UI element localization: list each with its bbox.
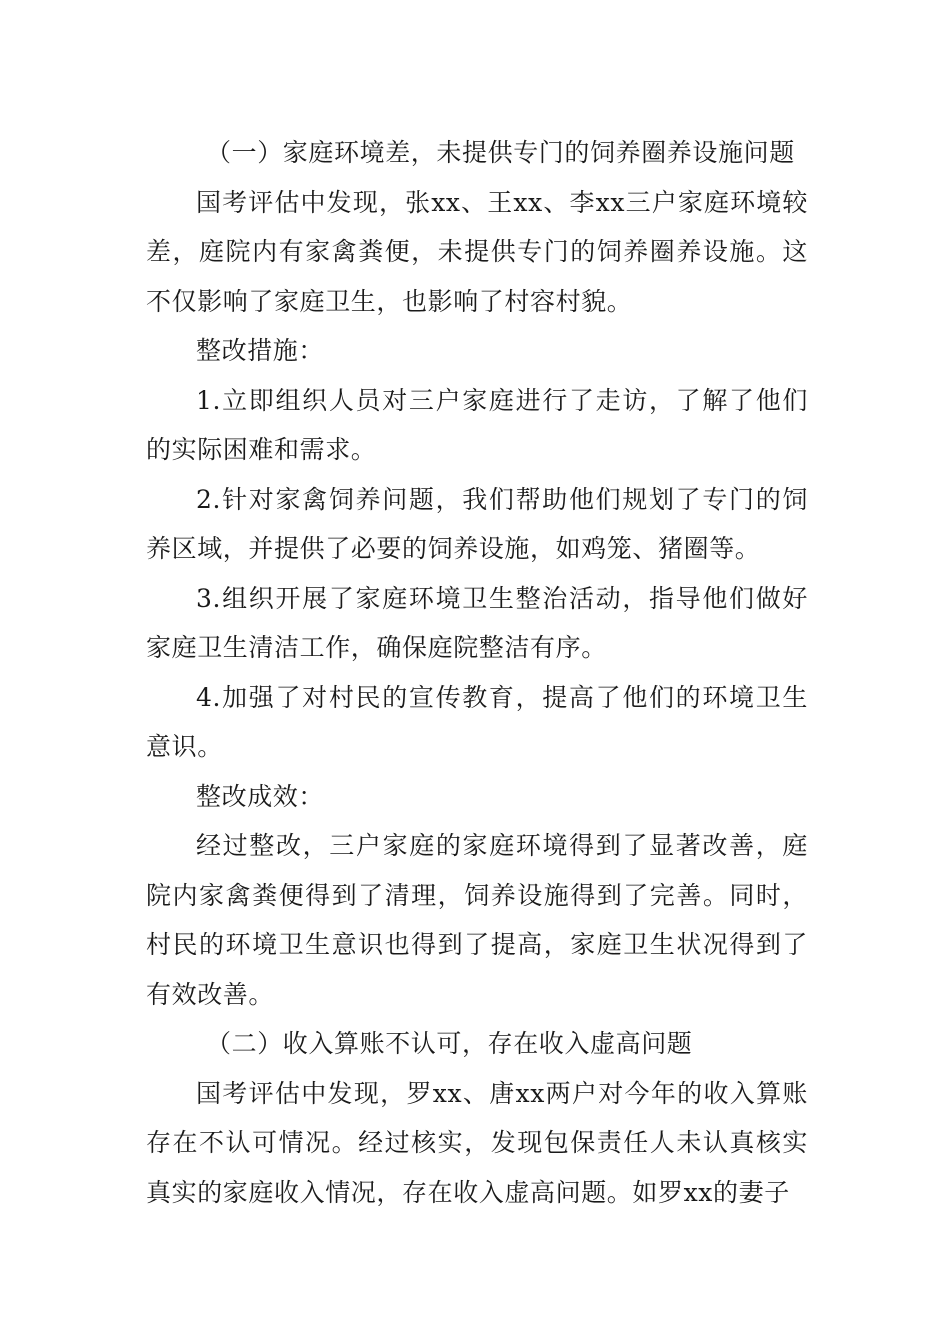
subheading-results: 整改成效：	[196, 781, 325, 811]
measure-item-3: 3.组织开展了家庭环境卫生整治活动，指导他们做好家庭卫生清洁工作，确保庭院整洁有序。	[146, 583, 808, 662]
subheading-measures: 整改措施：	[196, 336, 325, 365]
paragraph-finding-1: 国考评估中发现，张xx、王xx、李xx三户家庭环境较差，庭院内有家禽粪便，未提供专门的饲养圈养设施。这不仅影响了家庭卫生，也影响了村容村貌。	[146, 187, 808, 316]
paragraph-finding-2: 国考评估中发现，罗xx、唐xx两户对今年的收入算账存在不认可情况。经过核实，发现包保责任人未认真核实真实的家庭收入情况，存在收入虚高问题。如罗xx的妻子	[146, 1078, 808, 1207]
measure-item-4: 4.加强了对村民的宣传教育，提高了他们的环境卫生意识。	[146, 682, 808, 761]
section-heading-2: （二）收入算账不认可，存在收入虚高问题	[206, 1029, 693, 1058]
document-body	[146, 128, 808, 1217]
section-heading-1: （一）家庭环境差，未提供专门的饲养圈养设施问题	[206, 138, 795, 167]
paragraph-results: 经过整改，三户家庭的家庭环境得到了显著改善，庭院内家禽粪便得到了清理，饲养设施得到了完善。同时，村民的环境卫生意识也得到了提高，家庭卫生状况得到了有效改善。	[146, 831, 808, 1009]
measure-item-2: 2.针对家禽饲养问题，我们帮助他们规划了专门的饲养区域，并提供了必要的饲养设施，如鸡笼、猪圈等。	[146, 484, 808, 563]
measure-item-1: 1.立即组织人员对三户家庭进行了走访，了解了他们的实际困难和需求。	[146, 385, 808, 464]
